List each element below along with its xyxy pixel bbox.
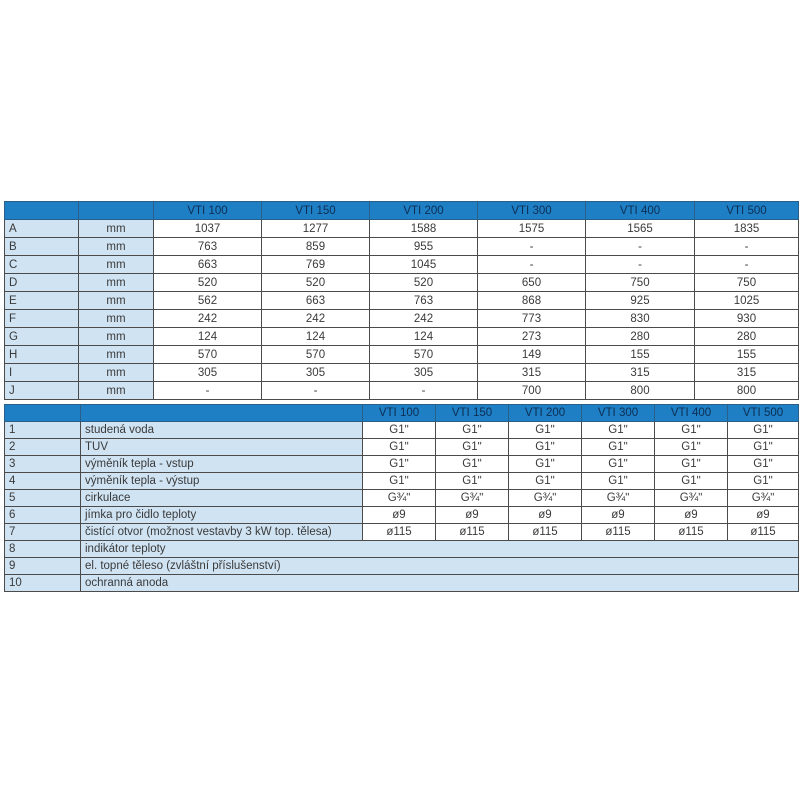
row-label: A	[5, 220, 79, 238]
table-cell: G1ʺ	[582, 456, 655, 473]
table-cell: 273	[478, 328, 586, 346]
table-cell: 149	[478, 346, 586, 364]
table-cell: 700	[478, 382, 586, 400]
table-cell: G¾ʺ	[363, 490, 436, 507]
table-cell: G¾ʺ	[436, 490, 509, 507]
table-cell: ø115	[436, 524, 509, 541]
dimensions-table	[4, 201, 799, 400]
row-unit: mm	[79, 292, 154, 310]
row-name: studená voda	[81, 422, 363, 439]
table-cell: G1ʺ	[363, 473, 436, 490]
header-blank	[5, 405, 81, 422]
table-cell: -	[695, 238, 799, 256]
table-row	[5, 439, 799, 456]
table-cell: 315	[695, 364, 799, 382]
table-cell: 955	[370, 238, 478, 256]
table-cell: 1025	[695, 292, 799, 310]
row-unit: mm	[79, 238, 154, 256]
row-label: C	[5, 256, 79, 274]
table-row	[5, 473, 799, 490]
header-blank	[79, 202, 154, 220]
table-cell: G1ʺ	[728, 422, 799, 439]
table-row	[5, 382, 799, 400]
table-cell: 315	[586, 364, 695, 382]
row-number: 5	[5, 490, 81, 507]
table-cell: 1277	[262, 220, 370, 238]
table-row	[5, 220, 799, 238]
table-row	[5, 575, 799, 592]
table-cell: 570	[370, 346, 478, 364]
table-cell: G1ʺ	[363, 439, 436, 456]
table-row	[5, 507, 799, 524]
table-cell: 280	[586, 328, 695, 346]
table-cell: 1575	[478, 220, 586, 238]
row-number: 3	[5, 456, 81, 473]
table-cell: G1ʺ	[582, 473, 655, 490]
table-cell: 315	[478, 364, 586, 382]
table-cell: 1045	[370, 256, 478, 274]
table-cell: 1835	[695, 220, 799, 238]
connections-header-row	[5, 405, 799, 422]
table-cell: G1ʺ	[655, 422, 728, 439]
table-cell: -	[478, 238, 586, 256]
table-cell: G¾ʺ	[655, 490, 728, 507]
row-label: B	[5, 238, 79, 256]
table-cell: 750	[586, 274, 695, 292]
table-cell: G1ʺ	[655, 456, 728, 473]
column-header: VTI 200	[370, 202, 478, 220]
table-cell: G1ʺ	[436, 473, 509, 490]
table-cell: 242	[370, 310, 478, 328]
table-cell: 520	[262, 274, 370, 292]
table-cell: 570	[262, 346, 370, 364]
table-cell: 242	[262, 310, 370, 328]
table-cell: -	[586, 238, 695, 256]
table-cell: ø9	[436, 507, 509, 524]
table-cell: ø115	[655, 524, 728, 541]
column-header: VTI 500	[728, 405, 799, 422]
row-unit: mm	[79, 274, 154, 292]
row-unit: mm	[79, 346, 154, 364]
row-name: TUV	[81, 439, 363, 456]
table-cell: 859	[262, 238, 370, 256]
column-header: VTI 400	[586, 202, 695, 220]
table-row	[5, 292, 799, 310]
table-cell: ø9	[363, 507, 436, 524]
table-cell: 663	[262, 292, 370, 310]
row-number: 2	[5, 439, 81, 456]
table-row	[5, 274, 799, 292]
table-cell: -	[586, 256, 695, 274]
table-row	[5, 328, 799, 346]
table-cell: ø115	[509, 524, 582, 541]
table-cell: -	[695, 256, 799, 274]
row-unit: mm	[79, 310, 154, 328]
table-cell: -	[154, 382, 262, 400]
table-cell: 800	[695, 382, 799, 400]
table-cell: 925	[586, 292, 695, 310]
table-cell: G1ʺ	[655, 473, 728, 490]
table-cell: 520	[370, 274, 478, 292]
table-cell: 520	[154, 274, 262, 292]
table-row	[5, 346, 799, 364]
row-number: 9	[5, 558, 81, 575]
table-cell: G1ʺ	[436, 439, 509, 456]
row-number: 8	[5, 541, 81, 558]
row-label: H	[5, 346, 79, 364]
table-cell: 155	[695, 346, 799, 364]
table-cell: 750	[695, 274, 799, 292]
table-cell: G1ʺ	[728, 456, 799, 473]
table-cell: G1ʺ	[509, 439, 582, 456]
table-cell: 800	[586, 382, 695, 400]
table-cell: G1ʺ	[655, 439, 728, 456]
row-number: 4	[5, 473, 81, 490]
column-header: VTI 200	[509, 405, 582, 422]
table-cell: G1ʺ	[436, 422, 509, 439]
table-cell: 124	[370, 328, 478, 346]
table-cell: 763	[370, 292, 478, 310]
row-number: 6	[5, 507, 81, 524]
table-cell: -	[478, 256, 586, 274]
row-number: 10	[5, 575, 81, 592]
row-name: el. topné těleso (zvláštní příslušenství)	[81, 558, 799, 575]
row-name: indikátor teploty	[81, 541, 799, 558]
table-cell: 124	[262, 328, 370, 346]
column-header: VTI 500	[695, 202, 799, 220]
table-row	[5, 256, 799, 274]
row-name: výměník tepla - vstup	[81, 456, 363, 473]
table-row	[5, 238, 799, 256]
table-cell: G1ʺ	[728, 473, 799, 490]
row-label: J	[5, 382, 79, 400]
table-cell: 155	[586, 346, 695, 364]
column-header: VTI 100	[363, 405, 436, 422]
table-cell: G1ʺ	[582, 422, 655, 439]
table-row	[5, 490, 799, 507]
table-row	[5, 364, 799, 382]
row-name: jímka pro čidlo teploty	[81, 507, 363, 524]
table-cell: ø9	[655, 507, 728, 524]
header-blank	[81, 405, 363, 422]
table-cell: 305	[370, 364, 478, 382]
row-unit: mm	[79, 220, 154, 238]
row-unit: mm	[79, 328, 154, 346]
table-cell: 1588	[370, 220, 478, 238]
table-row	[5, 558, 799, 575]
table-cell: 305	[262, 364, 370, 382]
row-unit: mm	[79, 382, 154, 400]
table-cell: G1ʺ	[728, 439, 799, 456]
table-cell: 1565	[586, 220, 695, 238]
table-cell: 763	[154, 238, 262, 256]
table-cell: 570	[154, 346, 262, 364]
column-header: VTI 300	[582, 405, 655, 422]
table-cell: 280	[695, 328, 799, 346]
table-cell: G1ʺ	[436, 456, 509, 473]
table-row	[5, 456, 799, 473]
table-cell: ø9	[509, 507, 582, 524]
table-cell: 930	[695, 310, 799, 328]
table-cell: G¾ʺ	[582, 490, 655, 507]
table-cell: 773	[478, 310, 586, 328]
row-name: čistící otvor (možnost vestavby 3 kW top. tělesa)	[81, 524, 363, 541]
row-name: cirkulace	[81, 490, 363, 507]
table-cell: 650	[478, 274, 586, 292]
table-cell: G¾ʺ	[509, 490, 582, 507]
table-cell: G1ʺ	[582, 439, 655, 456]
table-cell: G1ʺ	[509, 422, 582, 439]
table-cell: 124	[154, 328, 262, 346]
table-cell: ø115	[363, 524, 436, 541]
row-unit: mm	[79, 256, 154, 274]
column-header: VTI 300	[478, 202, 586, 220]
column-header: VTI 400	[655, 405, 728, 422]
row-label: E	[5, 292, 79, 310]
column-header: VTI 150	[262, 202, 370, 220]
table-cell: 1037	[154, 220, 262, 238]
table-cell: 830	[586, 310, 695, 328]
row-label: F	[5, 310, 79, 328]
table-cell: 305	[154, 364, 262, 382]
table-cell: ø115	[728, 524, 799, 541]
table-cell: ø9	[728, 507, 799, 524]
connections-table	[4, 404, 799, 592]
column-header: VTI 100	[154, 202, 262, 220]
table-cell: G¾ʺ	[728, 490, 799, 507]
row-number: 7	[5, 524, 81, 541]
table-cell: -	[262, 382, 370, 400]
table-cell: G1ʺ	[509, 456, 582, 473]
row-name: ochranná anoda	[81, 575, 799, 592]
dimensions-header-row	[5, 202, 799, 220]
table-cell: G1ʺ	[363, 456, 436, 473]
table-row	[5, 524, 799, 541]
table-cell: G1ʺ	[509, 473, 582, 490]
table-cell: 769	[262, 256, 370, 274]
header-blank	[5, 202, 79, 220]
table-cell: 562	[154, 292, 262, 310]
row-label: G	[5, 328, 79, 346]
row-label: D	[5, 274, 79, 292]
table-row	[5, 310, 799, 328]
table-cell: G1ʺ	[363, 422, 436, 439]
table-cell: -	[370, 382, 478, 400]
row-unit: mm	[79, 364, 154, 382]
table-cell: ø9	[582, 507, 655, 524]
row-number: 1	[5, 422, 81, 439]
table-row	[5, 541, 799, 558]
table-cell: 868	[478, 292, 586, 310]
column-header: VTI 150	[436, 405, 509, 422]
row-name: výměník tepla - výstup	[81, 473, 363, 490]
table-cell: 242	[154, 310, 262, 328]
table-cell: ø115	[582, 524, 655, 541]
row-label: I	[5, 364, 79, 382]
table-cell: 663	[154, 256, 262, 274]
table-row	[5, 422, 799, 439]
